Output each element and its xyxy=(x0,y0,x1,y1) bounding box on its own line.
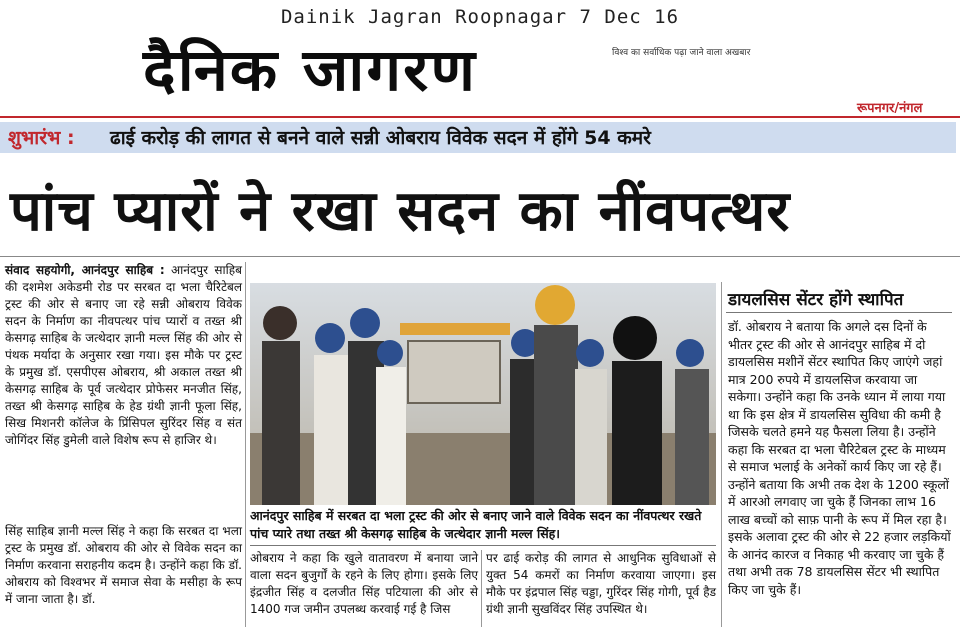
article-paragraph: आनंदपुर साहिब की दशमेश अकेडमी रोड पर सरबत दा भला चैरिटेबल ट्रस्ट की ओर से बनाए जा रहे सन्नी ओबराय विवेक सदन के निर्माण का नीवपत्थर पांच प्यारों व तख्त श्री केसगढ़ साहिब के जत्थेदार ज्ञानी मल्ल सिंह की ओर से पंथक मर्यादा के अनुसार रखा गया। इस मौके पर ट्रस्ट के प्रमुख डॉ. एसपीएस ओबराय, श्री अकाल तख्त श्री केसगढ़ साहिब के पूर्व जत्थेदार प्रोफेसर मनजीत सिंह, तख्त श्री केसगढ़ साहिब के हेड ग्रंथी ज्ञानी फूला सिंह, सिख मिशनरी कॉलेज के प्रिंसिपल सुरिंदर सिंह व संत जोगिंदर सिंह डुमेली वाले विशेष रूप से हाजिर थे। xyxy=(5,263,242,447)
sidebar-title: डायलसिस सेंटर होंगे स्थापित xyxy=(728,290,904,310)
dateline: संवाद सहयोगी, आनंदपुर साहिब : xyxy=(5,263,165,277)
column-divider xyxy=(721,282,722,627)
kicker-text: ढाई करोड़ की लागत से बनने वाले सन्नी ओबराय विवेक सदन में होंगे 54 कमरे xyxy=(110,127,651,149)
edition-label: रूपनगर/नंगल xyxy=(857,101,923,116)
masthead-logo: दैनिक जागरण xyxy=(143,36,478,104)
sidebar-body: डॉ. ओबराय ने बताया कि अगले दस दिनों के भीतर ट्रस्ट की ओर से आनंदपुर साहिब में दो डायलसिस मशीनें सेंटर स्थापित किए जाएंगे जहां मात्र 200 रुपये में डायलसिज करवाया जा सकेगा। उन्होंने कहा कि उनके ध्यान में लाया गया था कि इस क्षेत्र में डायलसिस सुविधा की कमी है जिसके चलते हमने यह फैसला लिया है। उन्होंने कहा कि सरबत दा भला चैरिटेबल ट्रस्ट के माध्यम से समाज भलाई के अनेकों कार्य किए जा रहे हैं। उन्होंने बताया कि अभी तक देश के 1200 स्कूलों में आरओ लगवाए जा चुके हैं जिनका लाभ 16 लाख बच्चों को साफ़ पानी के रूप में मिल रहा है। इसके अलावा ट्रस्ट की ओर से 22 हजार लड़कियों के आनंद कारज व निकाह भी करवाए जा चुके हैं तथा अभी तक 78 डायलसिस सेंटर भी स्थापित किए जा चुके हैं। xyxy=(728,319,951,597)
photo-caption: आनंदपुर साहिब में सरबत दा भला ट्रस्ट की ओर से बनाए जाने वाले विवेक सदन का नींवपत्थर रखते पांच प्यारे तथा तख्त श्री केसगढ़ साहिब के जत्थेदार ज्ञानी मल्ल सिंह। xyxy=(250,508,702,541)
clipping-header: Dainik Jagran Roopnagar 7 Dec 16 xyxy=(280,6,680,28)
news-photo xyxy=(250,283,716,505)
caption-rule xyxy=(250,545,716,546)
masthead-tagline: विश्व का सर्वाधिक पढ़ा जाने वाला अखबार xyxy=(612,48,751,58)
kicker-label: शुभारंभ : xyxy=(8,127,75,149)
column-divider xyxy=(481,550,482,627)
column-divider xyxy=(245,262,246,627)
sidebar-rule xyxy=(726,312,952,313)
article-column-2: ओबराय ने कहा कि खुले वातावरण में बनाया जाने वाला सदन बुजुर्गों के रहने के लिए होगा। इसके लिए इंद्रजीत सिंह व दलजीत सिंह पटियाला की ओर से 1400 गज जमीन उपलब्ध करवाई गई है जिस xyxy=(250,551,478,616)
article-column-1 xyxy=(5,262,242,449)
article-column-3: पर ढाई करोड़ की लागत से आधुनिक सुविधाओं से युक्त 54 कमरों का निर्माण करवाया जाएगा। इस मौके पर इंद्रपाल सिंह चड्डा, गुरिंदर सिंह गोगी, पूर्व हैड ग्रंथी ज्ञानी सुखविंदर सिंह उपस्थित थे। xyxy=(486,551,716,616)
headline-rule xyxy=(0,256,960,257)
article-paragraph-2: सिंह साहिब ज्ञानी मल्ल सिंह ने कहा कि सरबत दा भला ट्रस्ट के प्रमुख डॉ. ओबराय की ओर से विवेक सदन का निर्माण करवाना सराहनीय कदम है। उन्होंने कहा कि डॉ. ओबराय को विश्वभर में समाज सेवा के मसीहा के रूप में जाना जाता है। डॉ. xyxy=(5,524,242,606)
headline: पांच प्यारों ने रखा सदन का नींवपत्थर xyxy=(10,179,791,244)
masthead-rule xyxy=(0,116,960,118)
